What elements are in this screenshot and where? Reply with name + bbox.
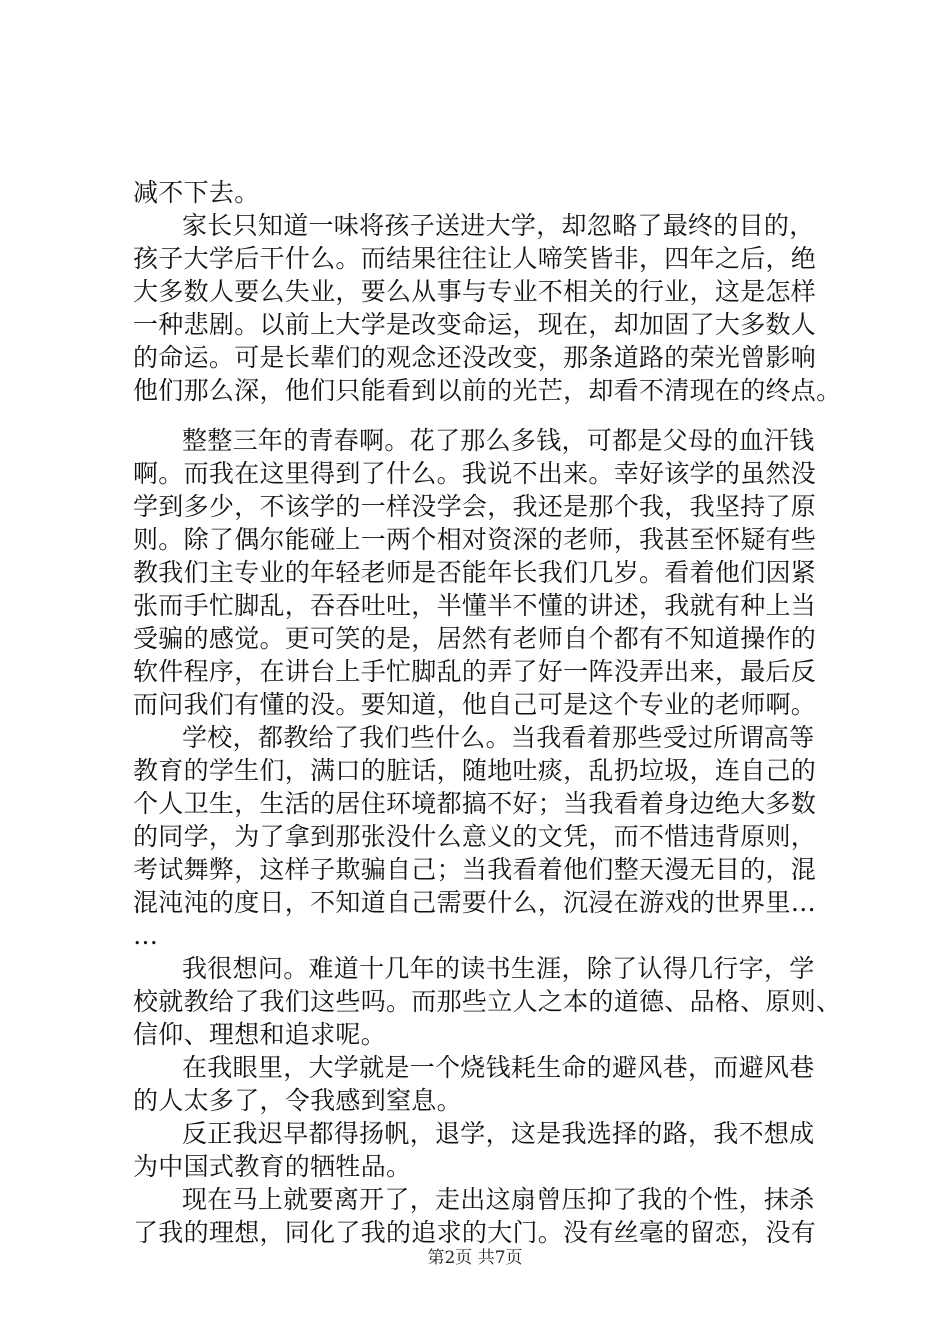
paragraph-start-line: 现在马上就要离开了，走出这扇曾压抑了我的个性，抹杀 [182,1185,815,1214]
text-line: 混沌沌的度日，不知道自己需要什么，沉浸在游戏的世界里… [133,888,817,917]
text-line: 为中国式教育的牺牲品。 [133,1152,412,1181]
text-line: 学到多少，不该学的一样没学会，我还是那个我，我坚持了原 [133,492,817,521]
text-line: 孩子大学后干什么。而结果往往让人啼笑皆非，四年之后，绝 [133,244,817,273]
text-line: 受骗的感觉。更可笑的是，居然有老师自个都有不知道操作的 [133,624,817,653]
text-line: 减不下去。 [133,178,260,207]
text-line: 的人太多了，令我感到窒息。 [133,1086,462,1115]
paragraph-start-line: 学校，都教给了我们些什么。当我看着那些受过所谓高等 [182,723,815,752]
paragraph-start-line: 家长只知道一味将孩子送进大学，却忽略了最终的目的， [182,211,815,240]
text-line: 而问我们有懂的没。要知道，他自己可是这个专业的老师啊。 [133,690,817,719]
text-line: 则。除了偶尔能碰上一两个相对资深的老师，我甚至怀疑有些 [133,525,817,554]
text-line: 了我的理想，同化了我的追求的大门。没有丝毫的留恋，没有 [133,1218,817,1247]
text-line: 他们那么深，他们只能看到以前的光芒，却看不清现在的终点。 [133,376,842,405]
text-line: 张而手忙脚乱，吞吞吐吐，半懂半不懂的讲述，我就有种上当 [133,591,817,620]
text-line: 的命运。可是长辈们的观念还没改变，那条道路的荣光曾影响 [133,343,817,372]
text-line: 大多数人要么失业，要么从事与专业不相关的行业，这是怎样 [133,277,817,306]
text-line: 软件程序，在讲台上手忙脚乱的弄了好一阵没弄出来，最后反 [133,657,817,686]
paragraph-start-line: 反正我迟早都得扬帆，退学，这是我选择的路，我不想成 [182,1119,815,1148]
text-line: 校就教给了我们这些吗。而那些立人之本的道德、品格、原则、 [133,987,842,1016]
text-line: 考试舞弊，这样子欺骗自己；当我看着他们整天漫无目的，混 [133,855,817,884]
text-line: 教我们主专业的年轻老师是否能年长我们几岁。看着他们因紧 [133,558,817,587]
text-line: 信仰、理想和追求呢。 [133,1020,387,1049]
text-line: 教育的学生们，满口的脏话，随地吐痰，乱扔垃圾，连自己的 [133,756,817,785]
page-number-footer: 第2页 共7页 [427,1248,523,1268]
text-line: 的同学，为了拿到那张没什么意义的文凭，而不惜违背原则， [133,822,817,851]
text-line: 一种悲剧。以前上大学是改变命运，现在，却加固了大多数人 [133,310,817,339]
text-line: 啊。而我在这里得到了什么。我说不出来。幸好该学的虽然没 [133,459,817,488]
paragraph-start-line: 在我眼里，大学就是一个烧钱耗生命的避风巷，而避风巷 [182,1053,815,1082]
paragraph-start-line: 整整三年的青春啊。花了那么多钱，可都是父母的血汗钱 [182,426,815,455]
paragraph-start-line: 我很想问。难道十几年的读书生涯，除了认得几行字，学 [182,954,815,983]
text-line: … [133,921,159,950]
text-line: 个人卫生，生活的居住环境都搞不好；当我看着身边绝大多数 [133,789,817,818]
